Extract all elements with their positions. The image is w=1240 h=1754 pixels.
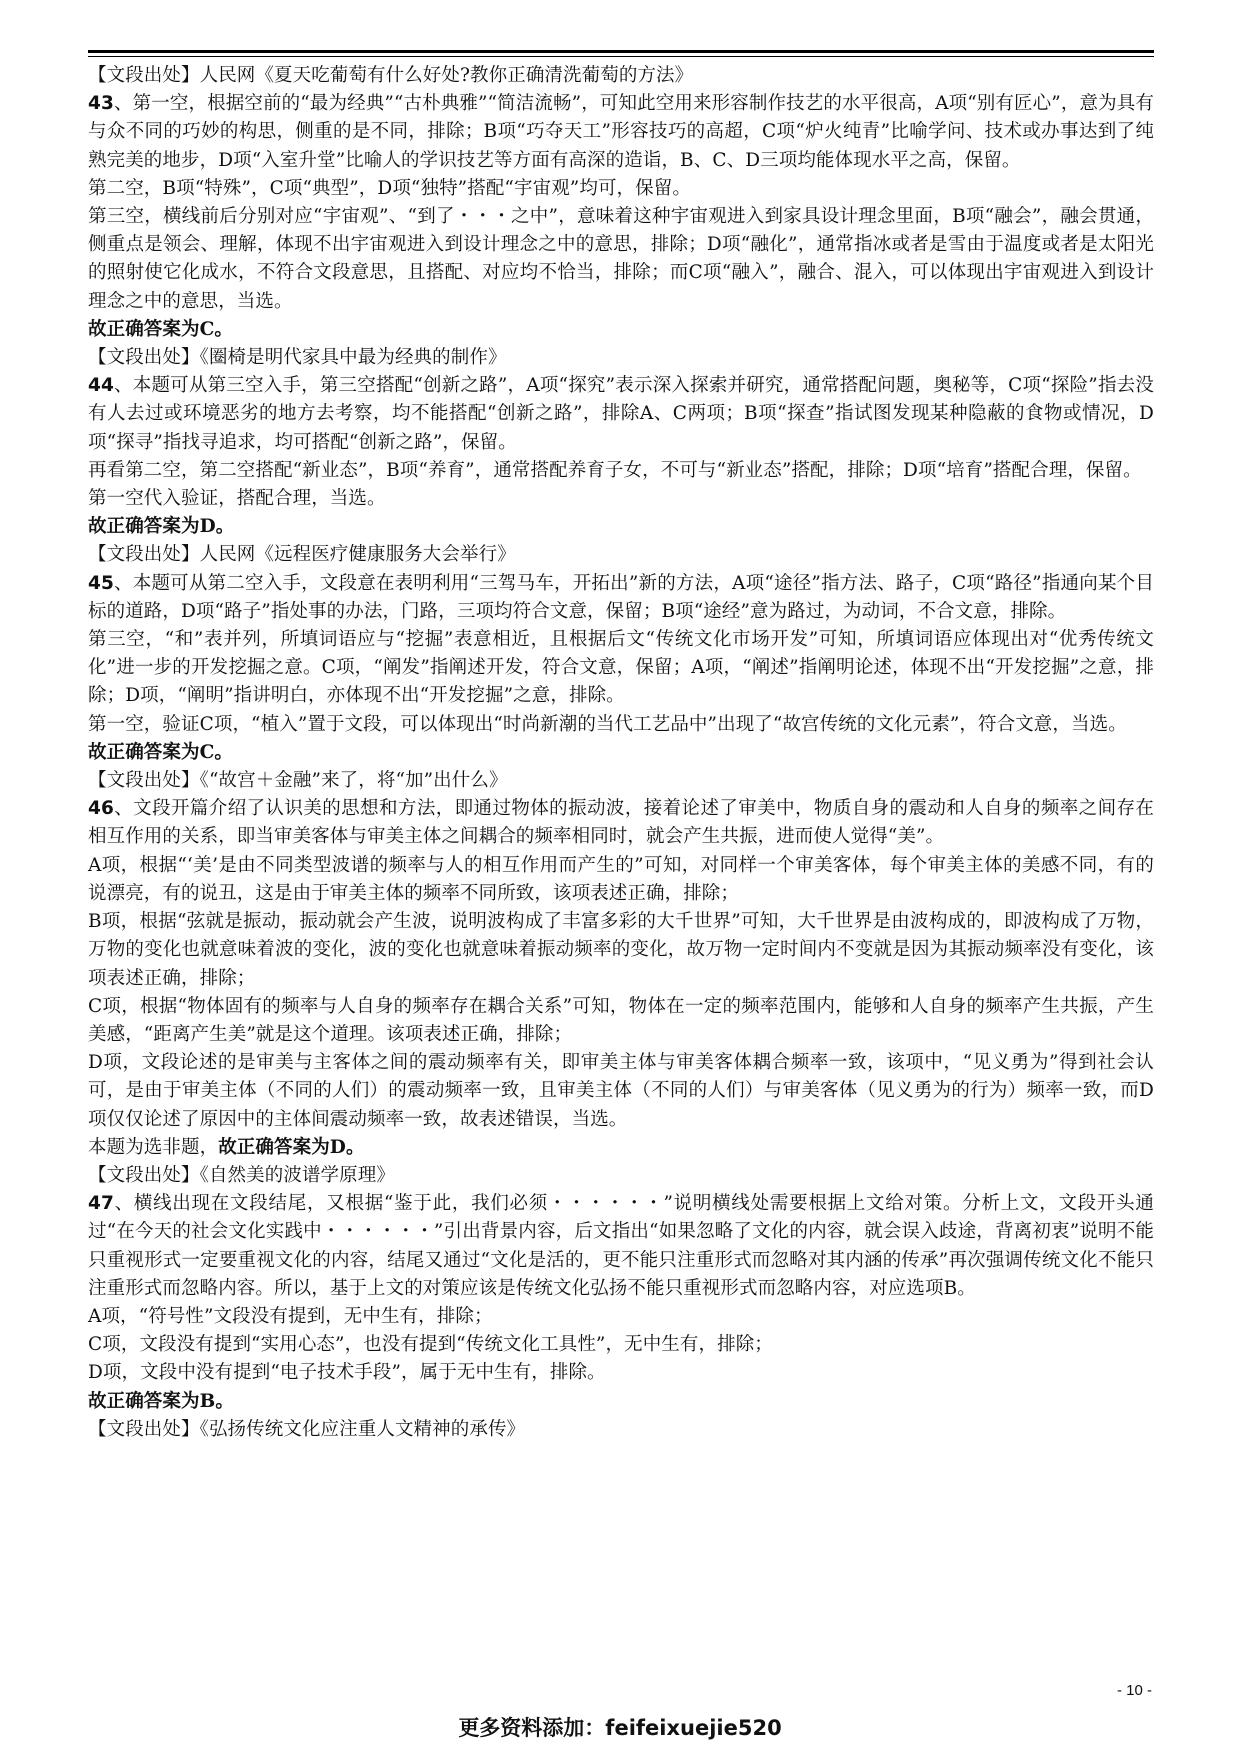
paragraph: 【文段出处】《“故宫＋金融”来了，将“加”出什么》 [88,770,508,792]
answer-line: 故正确答案为C。 [88,741,234,763]
paragraph: 43、第一空，根据空前的“最为经典”“古朴典雅”“简洁流畅”，可知此空用来形容制作技艺的水平很高，A项“别有匠心”，意为具有与众不同的巧妙的构思，侧重的是不同，排除；B项“巧夺天工”形容技巧的高超，C项“炉火纯青”比喻学问、技术或办事达到了纯熟完美的地步，D项“入室升堂”比喻人的学识技艺等方面有高深的造诣，B、C、D三项均能体现水平之高，保留。 [88,93,1154,171]
paragraph: 第三空，“和”表并列，所填词语应与“挖掘”表意相近，且根据后文“传统文化市场开发”可知，所填词语应体现出对“优秀传统文化”进一步的开发挖掘之意。C项，“阐发”指阐述开发，符合文意，保留；A项，“阐述”指阐明论述，体现不出“开发挖掘”之意，排除；D项，“阐明”指讲明白，亦体现不出“开发挖掘”之意，排除。 [88,629,1154,707]
page-number: - 10 - [1116,1682,1152,1699]
paragraph: 46、文段开篇介绍了认识美的思想和方法，即通过物体的振动波，接着论述了审美中，物质自身的震动和人自身的频率之间存在相互作用的关系，即当审美客体与审美主体之间耦合的频率相同时，就会产生共振，进而使人觉得“美”。 [88,798,1154,848]
footer-note: 更多资料添加：feifeixuejie520 [458,1716,782,1740]
paragraph: 【文段出处】《弘扬传统文化应注重人文精神的承传》 [88,1418,526,1440]
paragraph: 第二空，B项“特殊”，C项“典型”，D项“独特”搭配“宇宙观”均可，保留。 [88,177,691,199]
header-rule-thick [88,50,1154,53]
paragraph: 【文段出处】《圈椅是明代家具中最为经典的制作》 [88,347,507,369]
answer-line: 故正确答案为D。 [88,516,235,538]
answer-explanations [88,62,1154,1444]
answer-line: 故正确答案为B。 [88,1390,234,1412]
paragraph: A项，根据“‘美’是由不同类型波谱的频率与人的相互作用而产生的”可知，对同样一个审美客体，每个审美主体的美感不同，有的说漂亮，有的说丑，这是由于审美主体的频率不同所致，该项表述正确，排除； [88,854,1154,904]
paragraph: 47、横线出现在文段结尾，又根据“鉴于此，我们必须・・・・・・”说明横线处需要根据上文给对策。分析上文，文段开头通过“在今天的社会文化实践中・・・・・・”引出背景内容，后文指出“如果忽略了文化的内容，就会误入歧途，背离初衷”说明不能只重视形式一定要重视文化的内容，结尾又通过“文化是活的，更不能只注重形式而忽略对其内涵的传承”再次强调传统文化不能只注重形式而忽略内容。所以，基于上文的对策应该是传统文化弘扬不能只重视形式而忽略内容，对应选项B。 [88,1193,1154,1299]
paragraph: 45、本题可从第二空入手，文段意在表明利用“三驾马车，开拓出”新的方法，A项“途径”指方法、路子，C项“路径”指通向某个目标的道路，D项“路子”指处事的办法，门路，三项均符合文意，保留；B项“途经”意为路过，为动词，不合文意，排除。 [88,572,1154,622]
paragraph: C项，根据“物体固有的频率与人自身的频率存在耦合关系”可知，物体在一定的频率范围内，能够和人自身的频率产生共振，产生美感，“距离产生美”就是这个道理。该项表述正确，排除； [88,995,1154,1045]
paragraph: 44、本题可从第三空入手，第三空搭配“创新之路”，A项“探究”表示深入探索并研究，通常搭配问题，奥秘等，C项“探险”指去没有人去过或环境恶劣的地方去考察，均不能搭配“创新之路”，排除A、C两项；B项“探查”指试图发现某种隐蔽的食物或情况，D项“探寻”指找寻追求，均可搭配“创新之路”，保留。 [88,375,1154,453]
paragraph: D项，文段论述的是审美与主客体之间的震动频率有关，即审美主体与审美客体耦合频率一致，该项中，“见义勇为”得到社会认可，是由于审美主体（不同的人们）的震动频率一致，且审美主体（不同的人们）与审美客体（见义勇为的行为）频率一致，而D项仅仅论述了原因中的主体间震动频率一致，故表述错误，当选。 [88,1052,1154,1130]
paragraph: B项，根据“弦就是振动，振动就会产生波，说明波构成了丰富多彩的大千世界”可知，大千世界是由波构成的，即波构成了万物，万物的变化也就意味着波的变化，波的变化也就意味着振动频率的变化，故万物一定时间内不变就是因为其振动频率没有变化，该项表述正确，排除； [88,911,1154,989]
paragraph: 再看第二空，第二空搭配“新业态”，B项“养育”，通常搭配养育子女，不可与“新业态”搭配，排除；D项“培育”搭配合理，保留。 [88,459,1142,481]
paragraph: 【文段出处】《自然美的波谱学原理》 [88,1164,395,1186]
paragraph: A项，“符号性”文段没有提到，无中生有，排除； [88,1305,493,1327]
paragraph: 第一空，验证C项，“植入”置于文段，可以体现出“时尚新潮的当代工艺品中”出现了“故宫传统的文化元素”，符合文意，当选。 [88,713,1127,735]
paragraph: 【文段出处】人民网《远程医疗健康服务大会举行》 [88,544,516,566]
answer-line: 故正确答案为C。 [88,318,234,340]
paragraph: C项，文段没有提到“实用心态”，也没有提到“传统文化工具性”，无中生有，排除； [88,1334,773,1356]
paragraph: 第三空，横线前后分别对应“宇宙观”、“到了・・・之中”，意味着这种宇宙观进入到家具设计理念里面，B项“融会”，融会贯通，侧重点是领会、理解，体现不出宇宙观进入到设计理念之中的意思，排除；D项“融化”，通常指冰或者是雪由于温度或者是太阳光的照射使它化成水，不符合文段意思，且搭配、对应均不恰当，排除；而C项“融入”，融合、混入，可以体现出宇宙观进入到设计理念之中的意思，当选。 [88,206,1154,312]
header-rule-thin [88,56,1154,57]
paragraph: 第一空代入验证，搭配合理，当选。 [88,488,386,510]
paragraph: D项，文段中没有提到“电子技术手段”，属于无中生有，排除。 [88,1362,606,1384]
answer-line: 本题为选非题，故正确答案为D。 [88,1136,365,1158]
paragraph: 【文段出处】人民网《夏天吃葡萄有什么好处?教你正确清洗葡萄的方法》 [88,65,694,86]
